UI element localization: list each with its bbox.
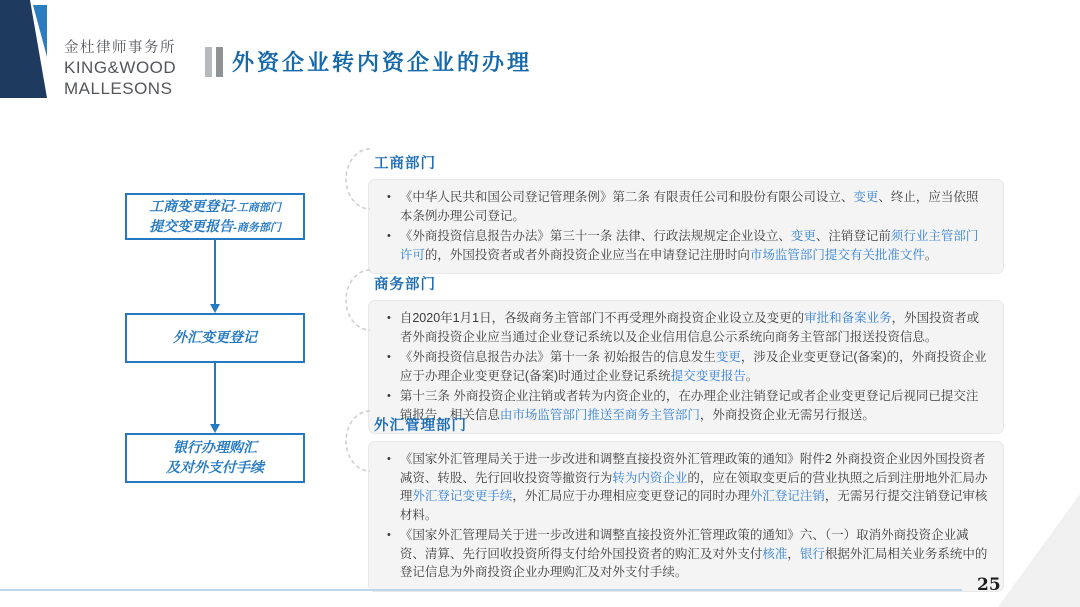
flow-step-registration-change xyxy=(125,193,305,240)
flow-arrow-down-icon xyxy=(210,304,220,313)
section-panel xyxy=(368,441,1004,592)
bullet-marker: • xyxy=(387,312,391,324)
bullet-marker: • xyxy=(387,529,391,541)
kwm-logo-icon xyxy=(0,0,60,110)
flow-box-label: 提交变更报告-商务部门 xyxy=(149,217,281,234)
section-gongshang xyxy=(368,152,1004,274)
title-bar-decoration xyxy=(216,47,223,77)
bullet-item xyxy=(383,309,989,346)
flow-arrow-line xyxy=(214,363,216,424)
bullet-text: 自2020年1月1日，各级商务主管部门不再受理外商投资企业设立及变更的审批和备案业务，外国投资者或者外商投资企业应当通过企业登记系统以及企业信用信息公示系统向商务主管部门报送投资信息。 xyxy=(399,311,980,344)
bullet-marker: • xyxy=(387,230,391,242)
bullet-marker: • xyxy=(387,453,391,465)
section-title: 外汇管理部门 xyxy=(374,418,467,434)
bullet-item xyxy=(383,526,989,582)
bullet-item xyxy=(383,188,989,225)
section-shangwu xyxy=(368,273,1004,434)
footer-rule xyxy=(0,589,962,591)
bullet-text: 《外商投资信息报告办法》第十一条 初始报告的信息发生变更，涉及企业变更登记(备案)的，外商投资企业应于办理企业变更登记(备案)时通过企业登记系统提交变更报告。 xyxy=(399,350,987,383)
flow-box-label: 银行办理购汇 xyxy=(173,439,257,456)
flow-box-label: 外汇变更登记 xyxy=(173,329,257,346)
bullet-text: 《国家外汇管理局关于进一步改进和调整直接投资外汇管理政策的通知》六、（一）取消外商投资企业减资、清算、先行回收投资所得支付给外国投资者的购汇及对外支付核准，银行根据外汇局相关业务系统中的登记信息为外商投资企业办理购汇及对外支付手续。 xyxy=(399,528,988,579)
logo-en-line2: MALLESONS xyxy=(64,79,173,99)
page-number: 25 xyxy=(977,575,1001,595)
logo-en-line1: KING&WOOD xyxy=(64,58,177,78)
dashed-arc-icon xyxy=(337,265,381,335)
bullet-marker: • xyxy=(387,351,391,363)
corner-wedge-decoration xyxy=(998,494,1080,607)
flow-box-label: 及对外支付手续 xyxy=(166,459,264,475)
page-title: 外资企业转内资企业的办理 xyxy=(232,50,533,76)
bullet-text: 《国家外汇管理局关于进一步改进和调整直接投资外汇管理政策的通知》附件2 外商投资企业因外国投资者减资、转股、先行回收投资等撤资行为转为内资企业的，应在领取变更后的营业执照之后到注册地外汇局办理外汇登记变更手续，外汇局应于办理相应变更登记的同时办理外汇登记注销，无需另行提交注销登记审核材料。 xyxy=(399,452,988,522)
dashed-arc-icon xyxy=(337,144,381,214)
bullet-marker: • xyxy=(387,191,391,203)
bullet-marker: • xyxy=(387,390,391,402)
title-bar-decoration xyxy=(205,47,212,77)
bullet-text: 《中华人民共和国公司登记管理条例》第二条 有限责任公司和股份有限公司设立、变更、终止，应当依照本条例办理公司登记。 xyxy=(399,190,979,223)
flow-step-forex-change xyxy=(125,313,305,363)
section-title: 工商部门 xyxy=(374,156,436,172)
section-panel xyxy=(368,179,1004,274)
section-title: 商务部门 xyxy=(374,277,436,293)
bullet-text: 《外商投资信息报告办法》第三十一条 法律、行政法规规定企业设立、变更、注销登记前须行业主管部门许可的，外国投资者或者外商投资企业应当在申请登记注册时向市场监管部门提交有关批准文件。 xyxy=(399,229,979,262)
section-waihui xyxy=(368,414,1004,592)
dashed-arc-icon xyxy=(337,406,381,476)
bullet-text: 第十三条 外商投资企业注销或者转为内资企业的，在办理企业注销登记或者企业变更登记后视同已提交注销报告，相关信息由市场监管部门推送至商务主管部门，外商投资企业无需另行报送。 xyxy=(399,389,979,422)
flow-step-bank-payment xyxy=(125,433,305,483)
bullet-item xyxy=(383,348,989,385)
bullet-item xyxy=(383,450,989,524)
flow-arrow-line xyxy=(214,240,216,304)
flow-box-label: 工商变更登记-工商部门 xyxy=(149,197,281,214)
logo-cn-name: 金杜律师事务所 xyxy=(64,40,176,56)
kwm-logo-text xyxy=(64,39,176,100)
bullet-item xyxy=(383,227,989,264)
flow-arrow-down-icon xyxy=(210,424,220,433)
